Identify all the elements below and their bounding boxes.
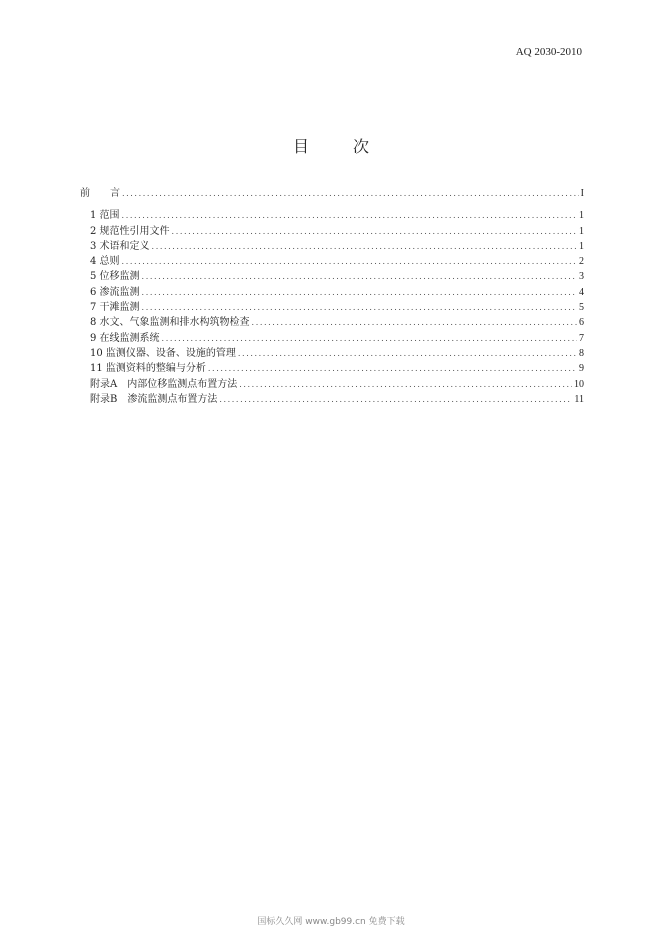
toc-entry-page: I: [580, 188, 584, 199]
toc-entry-appendix-b[interactable]: [80, 392, 584, 407]
toc-entry[interactable]: [80, 285, 584, 300]
toc-entry-page: 7: [579, 332, 584, 344]
toc-entry-label: 附录A 内部位移监测点布置方法: [90, 378, 238, 390]
dot-leader: [239, 377, 572, 392]
toc-entry-label: 10 监测仪器、设备、设施的管理: [90, 347, 236, 359]
toc-entry-page: 1: [579, 210, 584, 222]
toc-entry-foreword[interactable]: [80, 186, 584, 201]
toc-entry[interactable]: [80, 361, 584, 376]
toc-entry-page: 3: [579, 271, 584, 283]
toc-entry-label: 6 渗流监测: [90, 286, 140, 298]
toc-entry-label: 2 规范性引用文件: [90, 225, 170, 237]
dot-leader: [208, 361, 577, 376]
dot-leader: [162, 331, 577, 346]
toc-entry-page: 9: [579, 363, 584, 375]
toc-entry-label: 4 总则: [90, 256, 120, 268]
toc-entry-label: 前 言: [80, 188, 120, 199]
dot-leader: [142, 285, 577, 300]
dot-leader: [142, 269, 577, 284]
toc-entry-label: 1 范围: [90, 210, 120, 222]
dot-leader: [152, 239, 577, 254]
toc-entry-page: 5: [579, 302, 584, 314]
table-of-contents: [80, 186, 584, 407]
toc-title-char-2: 次: [353, 137, 370, 156]
toc-entry[interactable]: [80, 346, 584, 361]
dot-leader: [238, 346, 577, 361]
toc-entry[interactable]: [80, 224, 584, 239]
standard-code: AQ 2030-2010: [515, 46, 582, 58]
toc-title-char-1: 目: [292, 137, 309, 156]
dot-leader: [122, 208, 577, 223]
dot-leader: [172, 224, 577, 239]
toc-entry[interactable]: [80, 331, 584, 346]
toc-entry[interactable]: [80, 208, 584, 223]
dot-leader: [252, 315, 577, 330]
dot-leader: [219, 392, 572, 407]
toc-entry[interactable]: [80, 254, 584, 269]
toc-entry[interactable]: [80, 315, 584, 330]
toc-entry-page: 8: [579, 347, 584, 359]
toc-entry-page: 4: [579, 286, 584, 298]
toc-entry[interactable]: [80, 300, 584, 315]
dot-leader: [122, 254, 577, 269]
toc-entry[interactable]: [80, 239, 584, 254]
footer-watermark: 国标久久网 www.gb99.cn 免费下载: [257, 917, 405, 927]
toc-entry-label: 9 在线监测系统: [90, 332, 160, 344]
toc-entry-label: 附录B 渗流监测点布置方法: [90, 393, 218, 405]
toc-entry-label: 5 位移监测: [90, 271, 140, 283]
toc-entry-label: 11 监测资料的整编与分析: [90, 363, 206, 375]
toc-entry-page: 1: [579, 225, 584, 237]
toc-entry-appendix-a[interactable]: [80, 377, 584, 392]
dot-leader: [142, 300, 577, 315]
toc-entry-label: 3 术语和定义: [90, 240, 150, 252]
toc-entry-page: 6: [579, 317, 584, 329]
toc-entry[interactable]: [80, 269, 584, 284]
toc-title: [0, 134, 662, 157]
dot-leader: [122, 186, 579, 201]
toc-entry-page: 10: [574, 378, 584, 390]
toc-entry-label: 8 水文、气象监测和排水构筑物检查: [90, 317, 250, 329]
toc-entry-page: 11: [574, 393, 584, 405]
toc-entry-page: 1: [579, 240, 584, 252]
toc-entry-page: 2: [579, 256, 584, 268]
toc-entry-label: 7 干滩监测: [90, 302, 140, 314]
